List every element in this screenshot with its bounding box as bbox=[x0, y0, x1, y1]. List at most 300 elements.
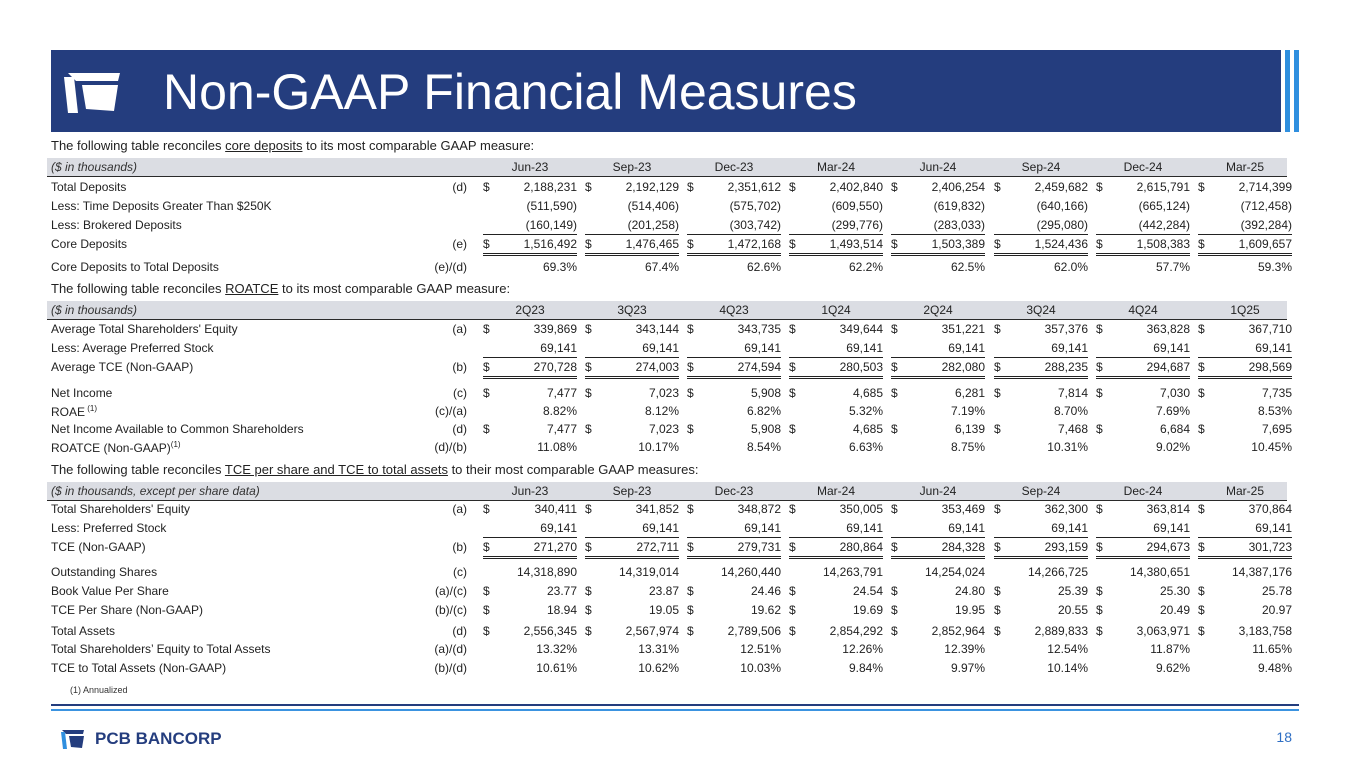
value-cell bbox=[994, 420, 1088, 438]
table-row bbox=[47, 384, 1292, 402]
currency-symbol: $ bbox=[687, 422, 694, 436]
cell-value: (609,550) bbox=[831, 199, 883, 213]
intro-text: The following table reconciles bbox=[51, 281, 226, 296]
value-cell bbox=[994, 563, 1088, 581]
value-cell bbox=[687, 640, 781, 658]
cell-value: 4,685 bbox=[852, 422, 883, 436]
cell-value: 7,030 bbox=[1159, 386, 1190, 400]
cell-value: 20.49 bbox=[1159, 603, 1190, 617]
value-cell bbox=[789, 235, 883, 256]
cell-value: 2,567,974 bbox=[625, 624, 679, 638]
cell-value: 339,869 bbox=[533, 322, 577, 336]
cell-value: 62.5% bbox=[950, 260, 985, 274]
value-cell bbox=[994, 320, 1088, 338]
value-cell bbox=[585, 402, 679, 420]
currency-symbol: $ bbox=[585, 180, 592, 194]
value-cell bbox=[687, 622, 781, 640]
table-row bbox=[47, 622, 1292, 640]
column-header: Jun-24 bbox=[919, 484, 957, 498]
currency-symbol: $ bbox=[1096, 540, 1103, 554]
value-cell bbox=[1096, 500, 1190, 518]
value-cell bbox=[1096, 640, 1190, 658]
currency-symbol: $ bbox=[891, 624, 898, 638]
cell-value: 2,789,506 bbox=[727, 624, 781, 638]
footer-brand bbox=[60, 726, 250, 752]
value-cell bbox=[687, 659, 781, 677]
currency-symbol: $ bbox=[789, 540, 796, 554]
row-reference: (d) bbox=[452, 422, 467, 436]
value-cell bbox=[1198, 235, 1292, 256]
currency-symbol: $ bbox=[687, 386, 694, 400]
currency-symbol: $ bbox=[789, 360, 796, 374]
intro-text: to its most comparable GAAP measure: bbox=[302, 138, 535, 153]
cell-value: 284,328 bbox=[941, 540, 985, 554]
value-cell bbox=[1096, 438, 1190, 456]
value-cell bbox=[585, 622, 679, 640]
cell-value: 2,852,964 bbox=[931, 624, 985, 638]
cell-value: 363,814 bbox=[1146, 502, 1190, 516]
intro-text: The following table reconciles bbox=[51, 138, 226, 153]
cell-value: 69,141 bbox=[1051, 341, 1088, 355]
value-cell bbox=[585, 601, 679, 619]
cell-value: 25.78 bbox=[1261, 584, 1292, 598]
cell-value: 7,695 bbox=[1261, 422, 1292, 436]
cell-value: 7,735 bbox=[1261, 386, 1292, 400]
value-cell bbox=[687, 197, 781, 215]
cell-value: 8.82% bbox=[542, 404, 577, 418]
cell-value: 69,141 bbox=[1255, 521, 1292, 535]
cell-value: 7,023 bbox=[648, 422, 679, 436]
value-cell bbox=[1096, 216, 1190, 235]
value-cell bbox=[891, 640, 985, 658]
currency-symbol: $ bbox=[994, 584, 1001, 598]
cell-value: 2,406,254 bbox=[931, 180, 985, 194]
cell-value: 274,003 bbox=[635, 360, 679, 374]
cell-value: 2,556,345 bbox=[523, 624, 577, 638]
value-cell bbox=[994, 339, 1088, 358]
value-cell bbox=[585, 197, 679, 215]
currency-symbol: $ bbox=[994, 502, 1001, 516]
cell-value: 7,477 bbox=[546, 422, 577, 436]
cell-value: (514,406) bbox=[627, 199, 679, 213]
table-row bbox=[47, 320, 1292, 338]
value-cell bbox=[1198, 519, 1292, 538]
value-cell bbox=[585, 384, 679, 402]
cell-value: 14,254,024 bbox=[924, 565, 985, 579]
currency-symbol: $ bbox=[483, 422, 490, 436]
value-cell bbox=[891, 538, 985, 559]
cell-value: 2,889,833 bbox=[1034, 624, 1088, 638]
currency-symbol: $ bbox=[1096, 624, 1103, 638]
currency-symbol: $ bbox=[1198, 386, 1205, 400]
cell-value: 6,684 bbox=[1159, 422, 1190, 436]
value-cell bbox=[585, 258, 679, 276]
column-header: 4Q24 bbox=[1128, 303, 1158, 317]
cell-value: 69,141 bbox=[540, 521, 577, 535]
cell-value: 10.62% bbox=[638, 661, 679, 675]
value-cell bbox=[1096, 258, 1190, 276]
value-cell bbox=[687, 216, 781, 235]
currency-symbol: $ bbox=[585, 386, 592, 400]
cell-value: (442,284) bbox=[1138, 218, 1190, 232]
currency-symbol: $ bbox=[891, 502, 898, 516]
cell-value: 288,235 bbox=[1044, 360, 1088, 374]
value-cell bbox=[891, 358, 985, 379]
value-cell bbox=[1096, 519, 1190, 538]
value-cell bbox=[483, 420, 577, 438]
cell-value: 370,864 bbox=[1248, 502, 1292, 516]
cell-value: 2,714,399 bbox=[1238, 180, 1292, 194]
row-label: ROATCE (Non-GAAP)$^{(1)}$ bbox=[51, 440, 181, 455]
value-cell bbox=[1096, 320, 1190, 338]
value-cell bbox=[891, 178, 985, 196]
currency-symbol: $ bbox=[585, 322, 592, 336]
footnote-ref: (1) bbox=[85, 404, 98, 413]
currency-symbol: $ bbox=[789, 386, 796, 400]
cell-value: 8.75% bbox=[950, 440, 985, 454]
row-reference: (e) bbox=[452, 237, 467, 251]
cell-value: 270,728 bbox=[533, 360, 577, 374]
value-cell bbox=[687, 358, 781, 379]
currency-symbol: $ bbox=[585, 360, 592, 374]
currency-symbol: $ bbox=[789, 624, 796, 638]
value-cell bbox=[585, 235, 679, 256]
column-header: 2Q24 bbox=[923, 303, 953, 317]
cell-value: 25.39 bbox=[1057, 584, 1088, 598]
cell-value: 12.39% bbox=[944, 642, 985, 656]
currency-symbol: $ bbox=[1198, 360, 1205, 374]
cell-value: 7,477 bbox=[546, 386, 577, 400]
value-cell bbox=[789, 622, 883, 640]
row-label: Less: Time Deposits Greater Than $250K bbox=[51, 199, 272, 213]
value-cell bbox=[483, 582, 577, 600]
currency-symbol: $ bbox=[1096, 386, 1103, 400]
cell-value: 6,281 bbox=[954, 386, 985, 400]
currency-symbol: $ bbox=[483, 360, 490, 374]
row-reference: (d) bbox=[452, 180, 467, 194]
value-cell bbox=[483, 538, 577, 559]
value-cell bbox=[483, 339, 577, 358]
table-row bbox=[47, 358, 1292, 376]
value-cell bbox=[1096, 622, 1190, 640]
value-cell bbox=[1198, 420, 1292, 438]
value-cell bbox=[483, 320, 577, 338]
currency-symbol: $ bbox=[687, 502, 694, 516]
value-cell bbox=[789, 339, 883, 358]
table-row bbox=[47, 563, 1292, 581]
value-cell bbox=[585, 582, 679, 600]
cell-value: 343,144 bbox=[635, 322, 679, 336]
value-cell bbox=[585, 640, 679, 658]
currency-symbol: $ bbox=[687, 603, 694, 617]
row-label: Less: Preferred Stock bbox=[51, 521, 167, 535]
value-cell bbox=[789, 601, 883, 619]
value-cell bbox=[585, 339, 679, 358]
cell-value: 1,516,492 bbox=[523, 237, 577, 251]
value-cell bbox=[994, 235, 1088, 256]
value-cell bbox=[585, 538, 679, 559]
currency-symbol: $ bbox=[585, 422, 592, 436]
column-header: 1Q24 bbox=[821, 303, 851, 317]
cell-value: 19.05 bbox=[648, 603, 679, 617]
row-label: TCE to Total Assets (Non-GAAP) bbox=[51, 661, 227, 675]
value-cell bbox=[1198, 178, 1292, 196]
cell-value: 363,828 bbox=[1146, 322, 1190, 336]
row-label: Net Income Available to Common Shareholders bbox=[51, 422, 304, 436]
value-cell bbox=[585, 216, 679, 235]
table-row bbox=[47, 519, 1292, 537]
cell-value: (619,832) bbox=[933, 199, 985, 213]
page-number: 18 bbox=[1276, 729, 1292, 745]
value-cell bbox=[585, 320, 679, 338]
currency-symbol: $ bbox=[585, 540, 592, 554]
cell-value: 294,673 bbox=[1146, 540, 1190, 554]
value-cell bbox=[891, 622, 985, 640]
cell-value: 13.32% bbox=[536, 642, 577, 656]
value-cell bbox=[891, 519, 985, 538]
value-cell bbox=[1096, 402, 1190, 420]
currency-symbol: $ bbox=[994, 237, 1001, 251]
cell-value: 69,141 bbox=[948, 341, 985, 355]
row-reference: (b)/(c) bbox=[435, 603, 467, 617]
table-row bbox=[47, 438, 1292, 456]
currency-symbol: $ bbox=[891, 237, 898, 251]
value-cell bbox=[687, 582, 781, 600]
value-cell bbox=[585, 563, 679, 581]
cell-value: 6,139 bbox=[954, 422, 985, 436]
currency-symbol: $ bbox=[483, 237, 490, 251]
cell-value: 20.55 bbox=[1057, 603, 1088, 617]
cell-value: 353,469 bbox=[941, 502, 985, 516]
cell-value: (201,258) bbox=[627, 218, 679, 232]
currency-symbol: $ bbox=[1096, 360, 1103, 374]
cell-value: 9.97% bbox=[950, 661, 985, 675]
table-row bbox=[47, 659, 1292, 677]
cell-value: 9.02% bbox=[1155, 440, 1190, 454]
cell-value: 24.80 bbox=[954, 584, 985, 598]
value-cell bbox=[1096, 563, 1190, 581]
currency-symbol: $ bbox=[891, 322, 898, 336]
value-cell bbox=[1198, 197, 1292, 215]
cell-value: 12.54% bbox=[1047, 642, 1088, 656]
cell-value: 7,023 bbox=[648, 386, 679, 400]
currency-symbol: $ bbox=[687, 360, 694, 374]
value-cell bbox=[789, 659, 883, 677]
cell-value: 69,141 bbox=[846, 341, 883, 355]
cell-value: 8.53% bbox=[1257, 404, 1292, 418]
table-row bbox=[47, 538, 1292, 556]
cell-value: 25.30 bbox=[1159, 584, 1190, 598]
currency-symbol: $ bbox=[483, 540, 490, 554]
currency-symbol: $ bbox=[891, 360, 898, 374]
value-cell bbox=[994, 582, 1088, 600]
value-cell bbox=[1198, 320, 1292, 338]
cell-value: 7.69% bbox=[1155, 404, 1190, 418]
table-header bbox=[47, 158, 1287, 177]
value-cell bbox=[789, 538, 883, 559]
currency-symbol: $ bbox=[789, 422, 796, 436]
currency-symbol: $ bbox=[994, 422, 1001, 436]
table-row bbox=[47, 216, 1292, 234]
cell-value: 14,387,176 bbox=[1231, 565, 1292, 579]
section-intro bbox=[51, 138, 534, 153]
row-label: Average Total Shareholders' Equity bbox=[51, 322, 238, 336]
unit-label: ($ in thousands) bbox=[51, 160, 138, 174]
cell-value: 10.61% bbox=[536, 661, 577, 675]
column-header: Dec-24 bbox=[1123, 484, 1163, 498]
value-cell bbox=[1198, 258, 1292, 276]
cell-value: 280,864 bbox=[839, 540, 883, 554]
cell-value: 9.84% bbox=[848, 661, 883, 675]
currency-symbol: $ bbox=[1096, 584, 1103, 598]
value-cell bbox=[1096, 601, 1190, 619]
currency-symbol: $ bbox=[1198, 540, 1205, 554]
cell-value: (160,149) bbox=[525, 218, 577, 232]
value-cell bbox=[483, 563, 577, 581]
currency-symbol: $ bbox=[687, 180, 694, 194]
cell-value: 24.46 bbox=[750, 584, 781, 598]
value-cell bbox=[483, 640, 577, 658]
table-row bbox=[47, 582, 1292, 600]
currency-symbol: $ bbox=[994, 540, 1001, 554]
value-cell bbox=[585, 420, 679, 438]
value-cell bbox=[994, 402, 1088, 420]
row-reference: (d) bbox=[452, 624, 467, 638]
row-label: Total Shareholders' Equity bbox=[51, 502, 191, 516]
cell-value: 7,814 bbox=[1057, 386, 1088, 400]
value-cell bbox=[687, 420, 781, 438]
cell-value: 2,402,840 bbox=[829, 180, 883, 194]
cell-value: 4,685 bbox=[852, 386, 883, 400]
cell-value: 1,493,514 bbox=[829, 237, 883, 251]
currency-symbol: $ bbox=[789, 237, 796, 251]
column-header: 2Q23 bbox=[515, 303, 545, 317]
value-cell bbox=[789, 500, 883, 518]
cell-value: 2,854,292 bbox=[829, 624, 883, 638]
value-cell bbox=[789, 178, 883, 196]
footnote: (1) Annualized bbox=[70, 685, 128, 695]
currency-symbol: $ bbox=[891, 540, 898, 554]
value-cell bbox=[483, 438, 577, 456]
cell-value: 24.54 bbox=[852, 584, 883, 598]
cell-value: 69,141 bbox=[948, 521, 985, 535]
value-cell bbox=[1096, 420, 1190, 438]
value-cell bbox=[1096, 538, 1190, 559]
column-header: 3Q24 bbox=[1026, 303, 1056, 317]
value-cell bbox=[891, 500, 985, 518]
currency-symbol: $ bbox=[1198, 502, 1205, 516]
cell-value: 349,644 bbox=[839, 322, 883, 336]
cell-value: 14,263,791 bbox=[822, 565, 883, 579]
cell-value: 2,192,129 bbox=[625, 180, 679, 194]
cell-value: 367,710 bbox=[1248, 322, 1292, 336]
value-cell bbox=[789, 358, 883, 379]
cell-value: 1,508,383 bbox=[1136, 237, 1190, 251]
column-header: Mar-25 bbox=[1225, 484, 1264, 498]
currency-symbol: $ bbox=[1198, 603, 1205, 617]
value-cell bbox=[687, 320, 781, 338]
currency-symbol: $ bbox=[789, 603, 796, 617]
currency-symbol: $ bbox=[789, 584, 796, 598]
currency-symbol: $ bbox=[1198, 322, 1205, 336]
intro-text: to its most comparable GAAP measure: bbox=[278, 281, 511, 296]
cell-value: (392,284) bbox=[1240, 218, 1292, 232]
currency-symbol: $ bbox=[687, 237, 694, 251]
footer-rule-accent bbox=[51, 709, 1299, 711]
currency-symbol: $ bbox=[891, 386, 898, 400]
value-cell bbox=[1198, 659, 1292, 677]
value-cell bbox=[891, 659, 985, 677]
footer-rule bbox=[51, 704, 1299, 706]
value-cell bbox=[891, 402, 985, 420]
cell-value: 11.65% bbox=[1252, 642, 1292, 656]
cell-value: 7,468 bbox=[1057, 422, 1088, 436]
currency-symbol: $ bbox=[1096, 422, 1103, 436]
cell-value: 69,141 bbox=[1255, 341, 1292, 355]
cell-value: 5,908 bbox=[750, 422, 781, 436]
value-cell bbox=[891, 601, 985, 619]
value-cell bbox=[483, 197, 577, 215]
cell-value: 69,141 bbox=[744, 521, 781, 535]
currency-symbol: $ bbox=[891, 180, 898, 194]
currency-symbol: $ bbox=[994, 180, 1001, 194]
currency-symbol: $ bbox=[1198, 584, 1205, 598]
currency-symbol: $ bbox=[585, 624, 592, 638]
currency-symbol: $ bbox=[789, 180, 796, 194]
value-cell bbox=[483, 402, 577, 420]
cell-value: 1,609,657 bbox=[1238, 237, 1292, 251]
row-label: Total Shareholders’ Equity to Total Assets bbox=[51, 642, 271, 656]
column-header: Dec-24 bbox=[1123, 160, 1163, 174]
value-cell bbox=[994, 622, 1088, 640]
section-intro bbox=[51, 462, 698, 477]
cell-value: 69,141 bbox=[642, 521, 679, 535]
cell-value: 1,476,465 bbox=[625, 237, 679, 251]
table-row bbox=[47, 339, 1292, 357]
cell-value: 69,141 bbox=[540, 341, 577, 355]
cell-value: 301,723 bbox=[1248, 540, 1292, 554]
currency-symbol: $ bbox=[994, 624, 1001, 638]
cell-value: 5,908 bbox=[750, 386, 781, 400]
table-row bbox=[47, 402, 1292, 420]
value-cell bbox=[789, 420, 883, 438]
row-label: Book Value Per Share bbox=[51, 584, 169, 598]
value-cell bbox=[789, 582, 883, 600]
cell-value: 9.48% bbox=[1257, 661, 1292, 675]
row-reference: (c) bbox=[453, 565, 467, 579]
currency-symbol: $ bbox=[1198, 237, 1205, 251]
cell-value: 14,260,440 bbox=[720, 565, 781, 579]
value-cell bbox=[1096, 384, 1190, 402]
column-header: Mar-25 bbox=[1225, 160, 1264, 174]
value-cell bbox=[1198, 358, 1292, 379]
cell-value: (575,702) bbox=[729, 199, 781, 213]
cell-value: 350,005 bbox=[839, 502, 883, 516]
cell-value: 6.63% bbox=[848, 440, 883, 454]
cell-value: 19.69 bbox=[852, 603, 883, 617]
value-cell bbox=[483, 622, 577, 640]
cell-value: 351,221 bbox=[941, 322, 985, 336]
column-header: Sep-24 bbox=[1021, 484, 1061, 498]
table-header bbox=[47, 482, 1287, 501]
currency-symbol: $ bbox=[483, 502, 490, 516]
cell-value: 272,711 bbox=[636, 540, 679, 554]
value-cell bbox=[994, 601, 1088, 619]
cell-value: 57.7% bbox=[1155, 260, 1190, 274]
currency-symbol: $ bbox=[1096, 603, 1103, 617]
value-cell bbox=[994, 640, 1088, 658]
value-cell bbox=[891, 582, 985, 600]
